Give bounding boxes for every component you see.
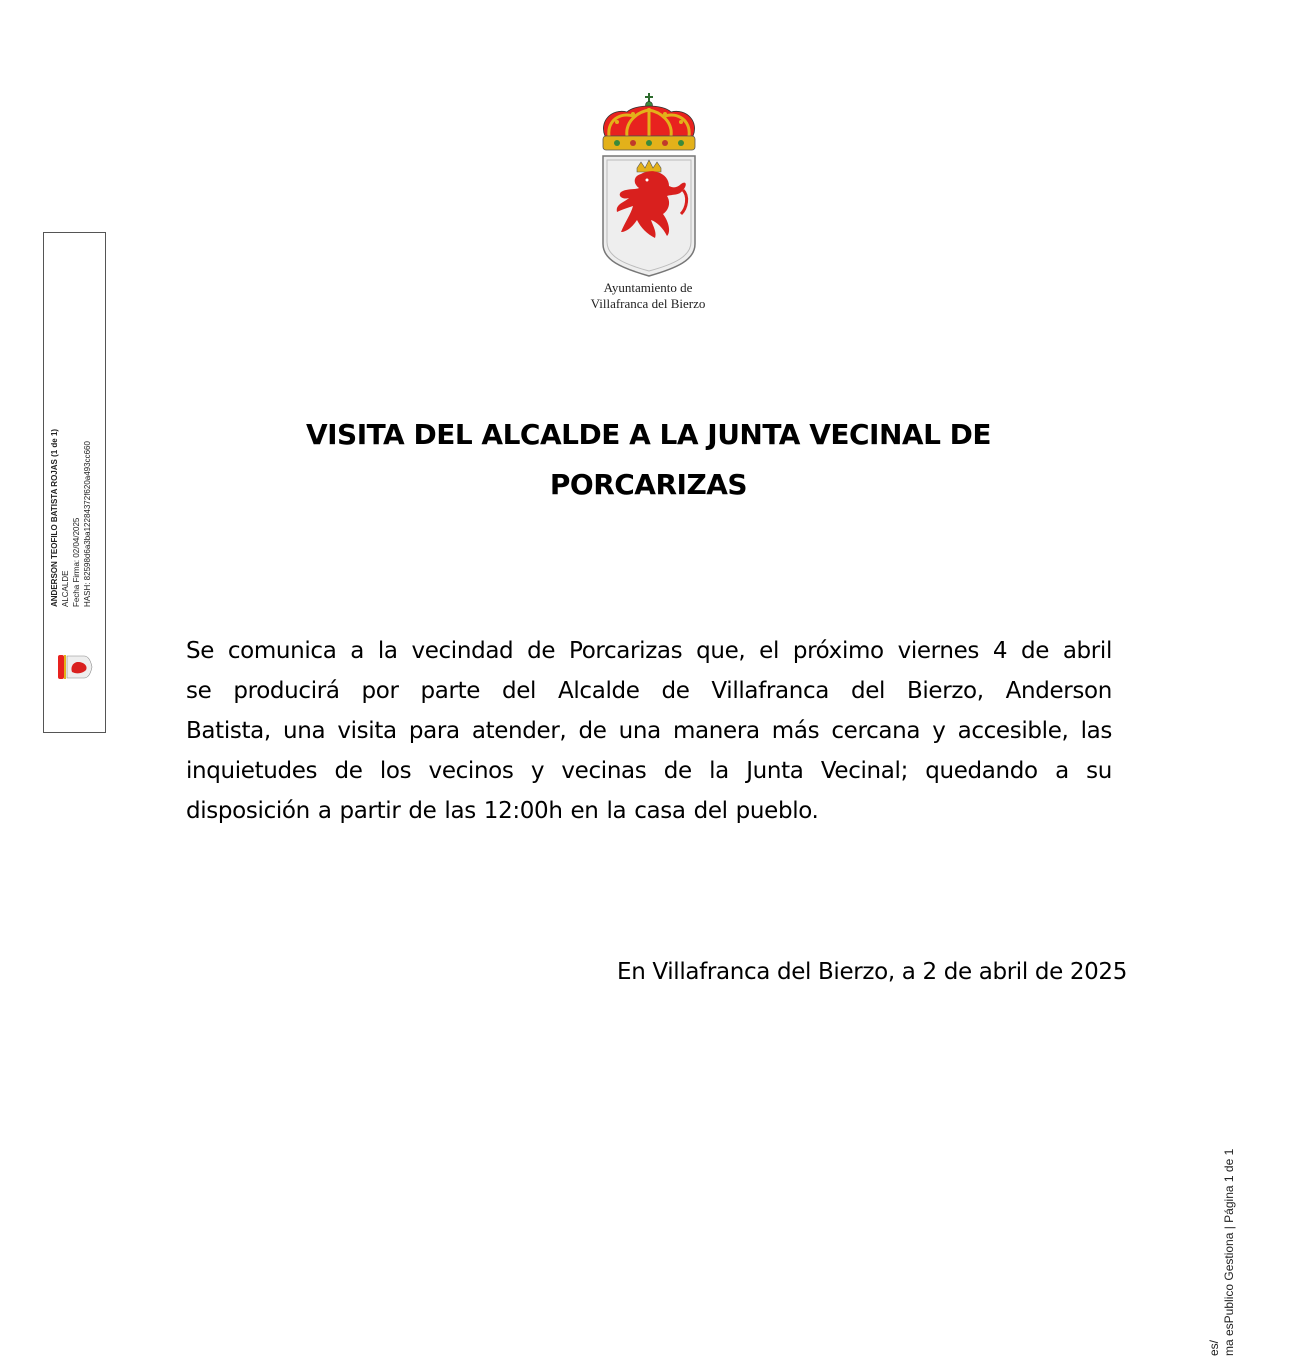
footer-line-2: ma esPublico Gestiona | Página 1 de 1 [1222, 1148, 1236, 1356]
institution-line-1: Ayuntamiento de [603, 280, 693, 295]
coat-of-arms-icon [597, 92, 701, 278]
notice-title-line-1: VISITA DEL ALCALDE A LA JUNTA VECINAL DE [305, 418, 992, 451]
signer-name: ANDERSON TEOFILO BATISTA ROJAS (1 de 1) [50, 428, 59, 607]
notice-body-line: Batista, una visita para atender, de una manera más cercana y accesible, las [186, 718, 1112, 744]
notice-title [200, 410, 1097, 510]
notice-body-line: se producirá por parte del Alcalde de Villafranca del Bierzo, Anderson [186, 678, 1112, 704]
institution-caption [548, 280, 748, 312]
signature-stamp-text [49, 357, 93, 607]
signature-date: Fecha Firma: 02/04/2025 [72, 517, 81, 607]
footer-line-1: es/ [1207, 1339, 1221, 1356]
signature-hash: HASH: 82598d6a3ba12284372f620a493cc660 [83, 441, 92, 607]
place-date: En Villafranca del Bierzo, a 2 de abril de 2025 [617, 959, 1127, 985]
mini-coat-of-arms-icon [54, 652, 96, 682]
institution-line-2: Villafranca del Bierzo [590, 296, 706, 311]
notice-body-line: inquietudes de los vecinos y vecinas de la Junta Vecinal; quedando a su [186, 758, 1112, 784]
notice-body-line: Se comunica a la vecindad de Porcarizas que, el próximo viernes 4 de abril [186, 638, 1112, 664]
notice-body-line: disposición a partir de las 12:00h en la casa del pueblo. [186, 798, 819, 824]
notice-title-line-2: PORCARIZAS [549, 468, 748, 501]
page-footer-vertical [1207, 1116, 1237, 1356]
notice-body [186, 631, 1112, 831]
signer-role: ALCALDE [61, 570, 70, 607]
